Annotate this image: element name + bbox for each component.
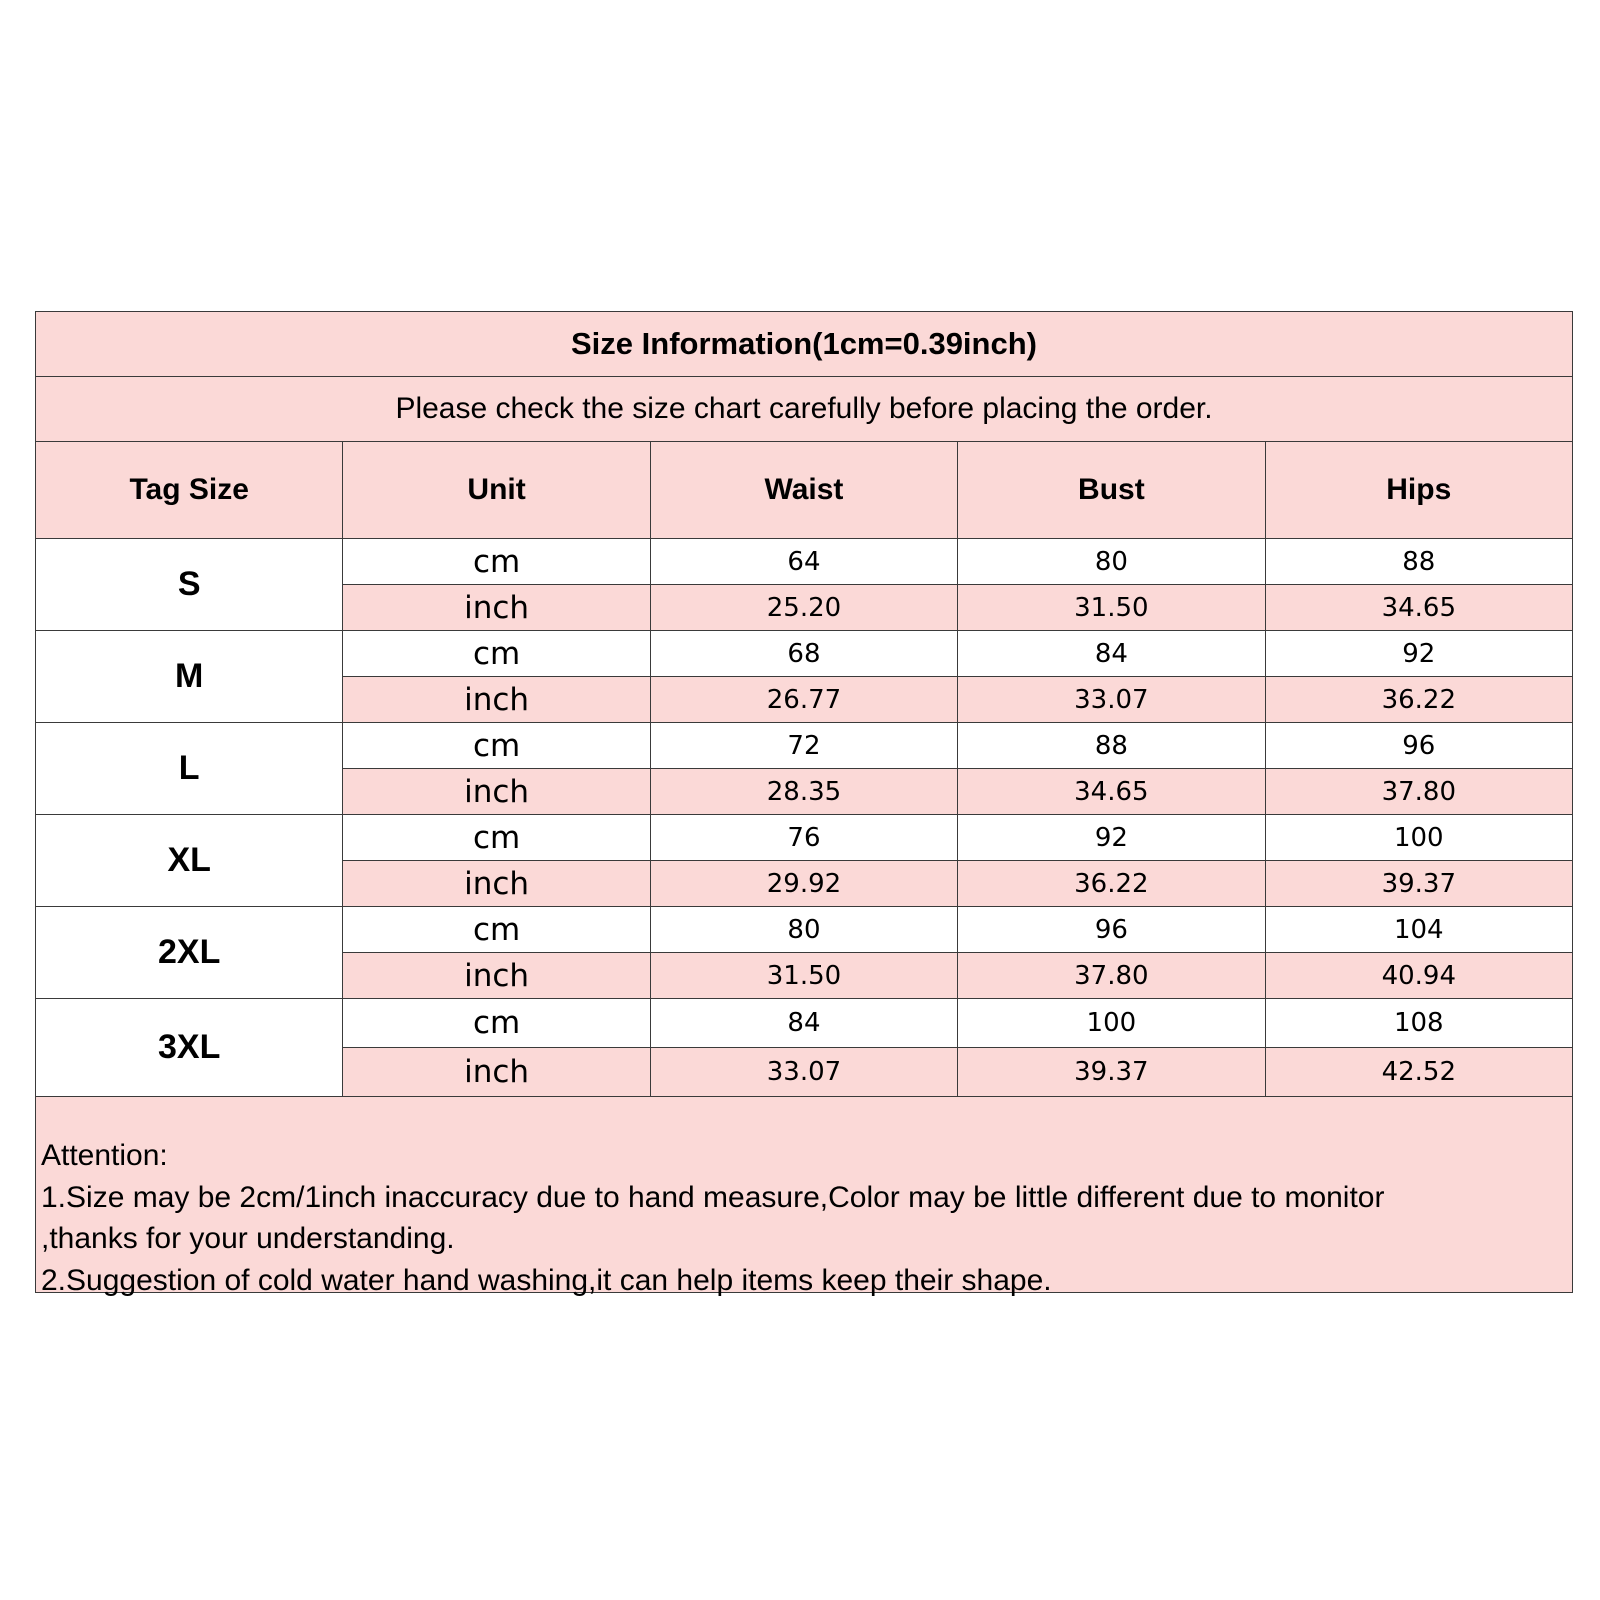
tag-size-cell: L: [36, 723, 343, 815]
unit-cell: cm: [343, 539, 650, 585]
tag-size-cell: 2XL: [36, 907, 343, 999]
table-row: [36, 815, 1573, 861]
bust-cell: 39.37: [958, 1048, 1265, 1097]
hips-cell: 42.52: [1265, 1048, 1572, 1097]
header-waist: Waist: [650, 442, 957, 539]
size-chart: [35, 311, 1573, 1297]
header-bust: Bust: [958, 442, 1265, 539]
hips-cell: 39.37: [1265, 861, 1572, 907]
bust-cell: 80: [958, 539, 1265, 585]
bust-cell: 88: [958, 723, 1265, 769]
waist-cell: 64: [650, 539, 957, 585]
tag-size-cell: XL: [36, 815, 343, 907]
hips-cell: 108: [1265, 999, 1572, 1048]
waist-cell: 28.35: [650, 769, 957, 815]
unit-cell: cm: [343, 999, 650, 1048]
bust-cell: 37.80: [958, 953, 1265, 999]
hips-cell: 100: [1265, 815, 1572, 861]
waist-cell: 76: [650, 815, 957, 861]
unit-cell: inch: [343, 769, 650, 815]
bust-cell: 34.65: [958, 769, 1265, 815]
bust-cell: 100: [958, 999, 1265, 1048]
unit-cell: cm: [343, 815, 650, 861]
bust-cell: 33.07: [958, 677, 1265, 723]
hips-cell: 36.22: [1265, 677, 1572, 723]
bust-cell: 96: [958, 907, 1265, 953]
bust-cell: 84: [958, 631, 1265, 677]
header-row: [36, 442, 1573, 539]
unit-cell: cm: [343, 907, 650, 953]
title-row: [36, 312, 1573, 377]
unit-cell: inch: [343, 1048, 650, 1097]
waist-cell: 31.50: [650, 953, 957, 999]
notes-heading: Attention:: [41, 1139, 168, 1172]
tag-size-cell: M: [36, 631, 343, 723]
notes-section: [35, 1097, 1573, 1297]
size-table: [35, 311, 1573, 1097]
waist-cell: 72: [650, 723, 957, 769]
waist-cell: 84: [650, 999, 957, 1048]
unit-cell: inch: [343, 677, 650, 723]
unit-cell: cm: [343, 631, 650, 677]
unit-cell: cm: [343, 723, 650, 769]
hips-cell: 96: [1265, 723, 1572, 769]
note-line: ,thanks for your understanding.: [41, 1222, 455, 1255]
waist-cell: 68: [650, 631, 957, 677]
header-tag-size: Tag Size: [36, 442, 343, 539]
subtitle-row: [36, 377, 1573, 442]
hips-cell: 40.94: [1265, 953, 1572, 999]
table-row: [36, 999, 1573, 1048]
hips-cell: 92: [1265, 631, 1572, 677]
unit-cell: inch: [343, 953, 650, 999]
tag-size-cell: S: [36, 539, 343, 631]
hips-cell: 88: [1265, 539, 1572, 585]
note-line: 2.Suggestion of cold water hand washing,it can help items keep their shape.: [41, 1263, 1052, 1297]
hips-cell: 34.65: [1265, 585, 1572, 631]
note-line: 1.Size may be 2cm/1inch inaccuracy due to hand measure,Color may be little different due to monitor: [41, 1180, 1385, 1214]
bust-cell: 31.50: [958, 585, 1265, 631]
unit-cell: inch: [343, 585, 650, 631]
waist-cell: 33.07: [650, 1048, 957, 1097]
tag-size-cell: 3XL: [36, 999, 343, 1097]
hips-cell: 104: [1265, 907, 1572, 953]
table-row: [36, 907, 1573, 953]
chart-title: Size Information(1cm=0.39inch): [36, 312, 1573, 377]
table-row: [36, 631, 1573, 677]
unit-cell: inch: [343, 861, 650, 907]
waist-cell: 26.77: [650, 677, 957, 723]
waist-cell: 29.92: [650, 861, 957, 907]
waist-cell: 80: [650, 907, 957, 953]
bust-cell: 36.22: [958, 861, 1265, 907]
hips-cell: 37.80: [1265, 769, 1572, 815]
table-row: [36, 723, 1573, 769]
header-unit: Unit: [343, 442, 650, 539]
chart-subtitle: Please check the size chart carefully before placing the order.: [36, 377, 1573, 442]
table-row: [36, 539, 1573, 585]
header-hips: Hips: [1265, 442, 1572, 539]
bust-cell: 92: [958, 815, 1265, 861]
waist-cell: 25.20: [650, 585, 957, 631]
